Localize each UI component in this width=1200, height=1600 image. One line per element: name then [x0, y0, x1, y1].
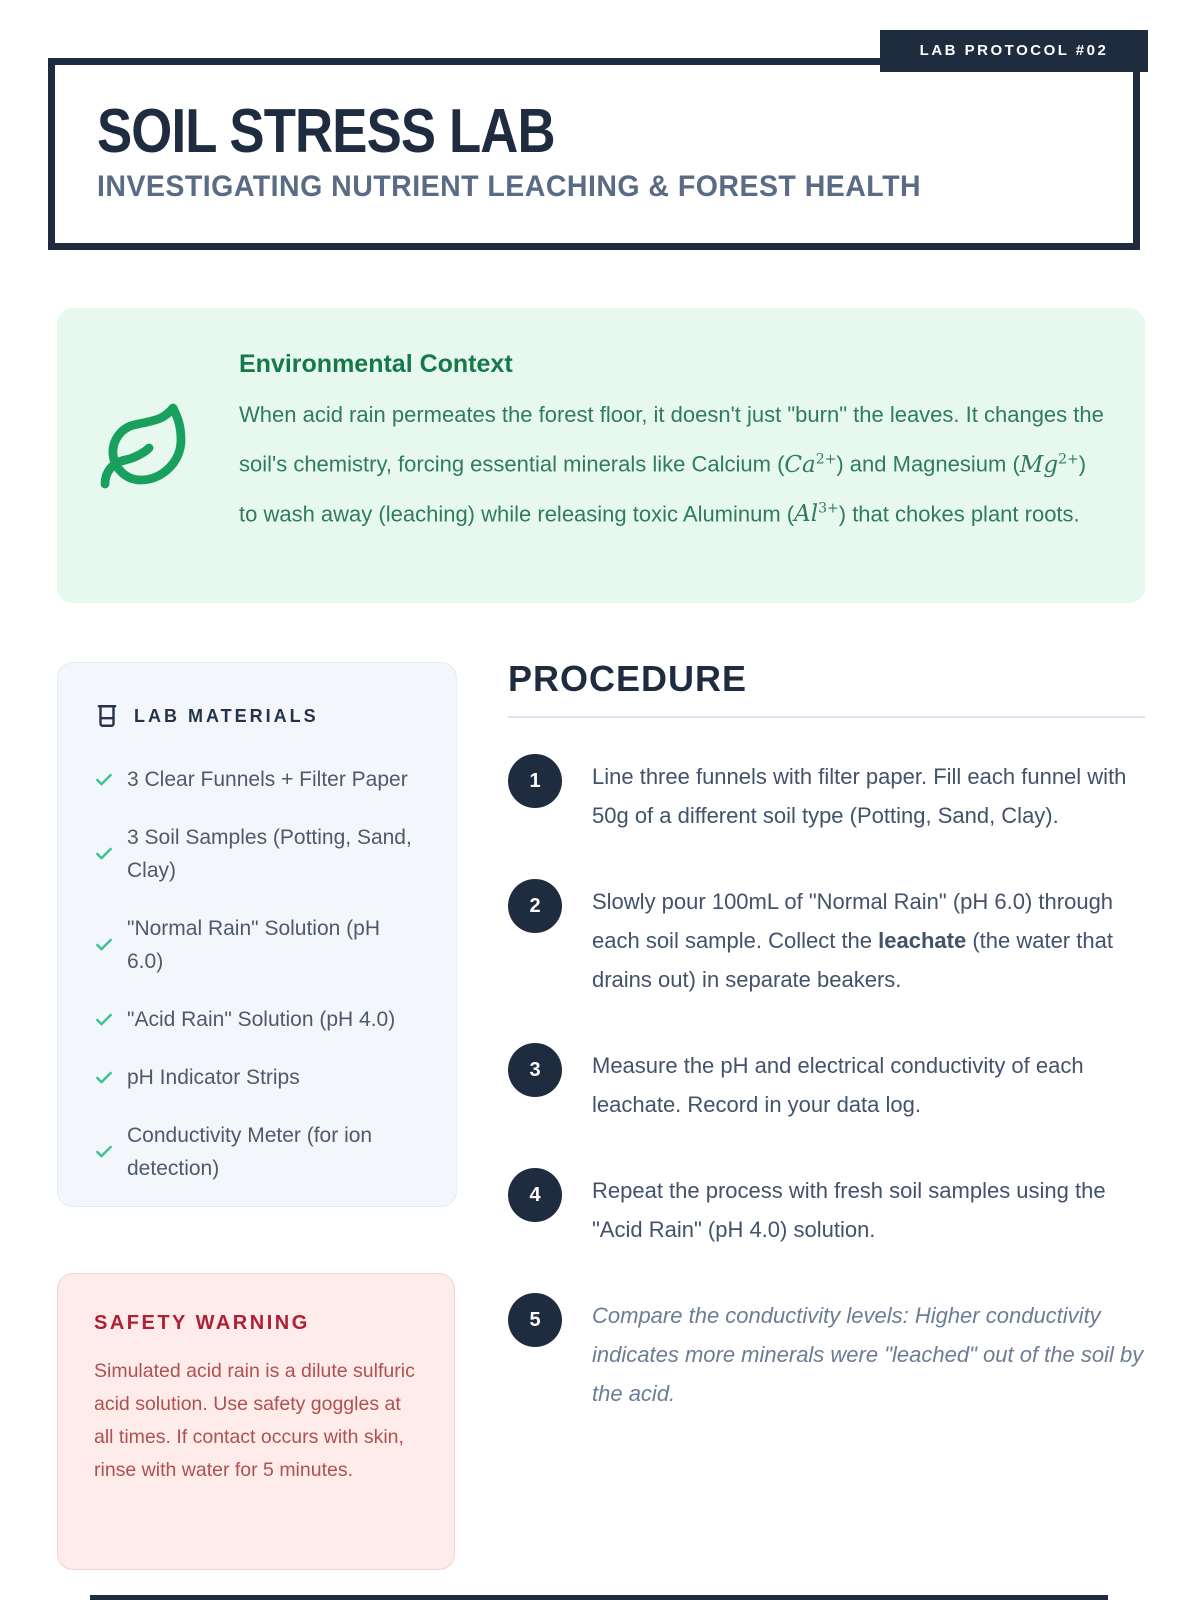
protocol-number-badge: LAB PROTOCOL #02 — [880, 30, 1148, 72]
lab-materials-card — [57, 662, 457, 1207]
material-label: pH Indicator Strips — [127, 1066, 300, 1089]
procedure-heading: PROCEDURE — [508, 658, 1145, 718]
check-icon — [94, 1010, 114, 1030]
procedure-step-2 — [508, 879, 1145, 999]
context-paragraph — [239, 393, 1105, 536]
step-text: Repeat the process with fresh soil samples using the "Acid Rain" (pH 4.0) solution. — [592, 1178, 1106, 1242]
list-item — [94, 1119, 420, 1185]
environmental-context-callout — [57, 308, 1145, 603]
formula-aluminum: $Al^{3+}$ — [794, 500, 839, 528]
list-item — [94, 1003, 420, 1036]
footer-rule — [90, 1595, 1108, 1600]
materials-heading: LAB MATERIALS — [134, 705, 319, 726]
context-content — [239, 350, 1105, 536]
safety-heading: SAFETY WARNING — [94, 1312, 310, 1334]
check-icon — [94, 770, 114, 790]
leachate-term: leachate — [878, 928, 967, 953]
material-label: 3 Soil Samples (Potting, Sand, Clay) — [127, 826, 412, 882]
material-label: 3 Clear Funnels + Filter Paper — [127, 768, 408, 791]
materials-list — [94, 763, 420, 1185]
material-label: Conductivity Meter (for ion detection) — [127, 1124, 373, 1180]
step-text: Line three funnels with filter paper. Fill each funnel with 50g of a different soil type (Potting, Sand, Clay). — [592, 764, 1127, 828]
safety-text: Simulated acid rain is a dilute sulfuric acid solution. Use safety goggles at all times. If contact occurs with skin, rinse with water for 5 minutes. — [94, 1360, 415, 1481]
material-label: "Normal Rain" Solution (pH 6.0) — [127, 917, 381, 973]
step-number-badge: 1 — [508, 754, 562, 808]
page-subtitle: INVESTIGATING NUTRIENT LEACHING & FOREST HEALTH — [97, 170, 922, 203]
procedure-step-3 — [508, 1043, 1145, 1124]
check-icon — [94, 1068, 114, 1088]
check-icon — [94, 844, 114, 864]
context-text-3: ) to wash away (leaching) while releasing toxic Aluminum ( — [239, 451, 1087, 527]
materials-header — [94, 703, 420, 729]
context-text-4: ) that chokes plant roots. — [838, 501, 1080, 527]
list-item — [94, 821, 420, 887]
context-heading: Environmental Context — [239, 350, 513, 378]
step-number-badge: 2 — [508, 879, 562, 933]
page-title: SOIL STRESS LAB — [97, 97, 555, 166]
context-text-2: ) and Magnesium ( — [836, 451, 1020, 477]
step-text: Slowly pour 100mL of "Normal Rain" (pH 6.0) through each soil sample. Collect the leachate (the water that drains out) in separate beakers. — [592, 889, 1114, 992]
procedure-step-5 — [508, 1293, 1145, 1413]
procedure-step-1 — [508, 754, 1145, 835]
procedure-steps — [508, 754, 1145, 1413]
list-item — [94, 912, 420, 978]
step-text: Compare the conductivity levels: Higher conductivity indicates more minerals were "leached" out of the soil by the acid. — [592, 1303, 1144, 1406]
procedure-step-4 — [508, 1168, 1145, 1249]
step-number-badge: 3 — [508, 1043, 562, 1097]
context-text-1: When acid rain permeates the forest floor, it doesn't just "burn" the leaves. It changes the soil's chemistry, forcing essential minerals like Calcium ( — [239, 402, 1104, 477]
leaf-icon — [97, 400, 193, 496]
procedure-section — [508, 658, 1145, 1457]
check-icon — [94, 1142, 114, 1162]
safety-warning-callout — [57, 1273, 455, 1570]
step-number-badge: 5 — [508, 1293, 562, 1347]
list-item — [94, 1061, 420, 1094]
formula-magnesium: $Mg^{2+}$ — [1019, 451, 1079, 478]
step-number-badge: 4 — [508, 1168, 562, 1222]
step-text: Measure the pH and electrical conductivity of each leachate. Record in your data log. — [592, 1053, 1084, 1117]
list-item — [94, 763, 420, 796]
formula-calcium: $Ca^{2+}$ — [784, 451, 837, 478]
check-icon — [94, 935, 114, 955]
beaker-icon — [94, 703, 120, 729]
material-label: "Acid Rain" Solution (pH 4.0) — [127, 1008, 396, 1031]
